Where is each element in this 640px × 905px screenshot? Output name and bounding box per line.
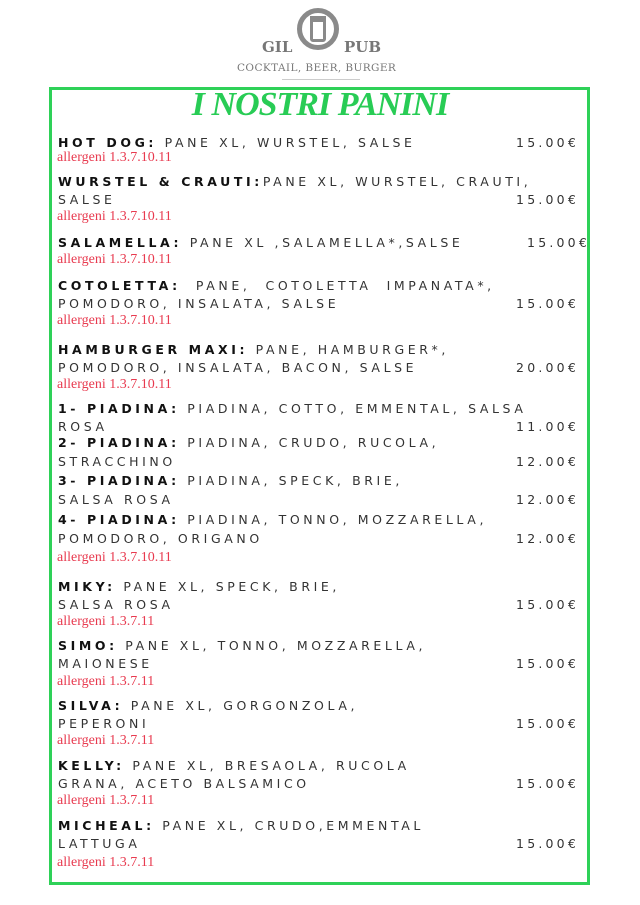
item-line xyxy=(58,776,310,792)
item-line xyxy=(58,716,149,732)
item-description: POMODORO, INSALATA, BACON, SALSE xyxy=(58,360,418,375)
item-price: 15.00€ xyxy=(516,296,579,311)
item-name: KELLY: xyxy=(58,758,125,773)
item-allergens: allergeni 1.3.7.11 xyxy=(57,674,155,689)
item-price: 15.00€ xyxy=(516,836,579,851)
item-line xyxy=(58,192,116,208)
item-allergens: allergeni 1.3.7.10.11 xyxy=(57,252,172,267)
item-description: SALSE xyxy=(58,192,116,207)
item-name: HAMBURGER MAXI: xyxy=(58,342,249,357)
item-line xyxy=(58,758,410,774)
item-line xyxy=(58,360,417,376)
item-allergens: allergeni 1.3.7.10.11 xyxy=(57,209,172,224)
item-description: PANE XL, WURSTEL, SALSE xyxy=(157,135,416,150)
brand-left: GIL xyxy=(262,38,293,56)
item-price: 12.00€ xyxy=(516,492,579,507)
item-line xyxy=(58,473,403,489)
item-description: PIADINA, SPECK, BRIE, xyxy=(179,473,403,488)
item-allergens: allergeni 1.3.7.11 xyxy=(57,793,155,808)
item-name: COTOLETTA: xyxy=(58,278,181,293)
item-description: SALSA ROSA xyxy=(58,492,174,507)
item-line xyxy=(58,278,495,294)
item-price: 15.00€ xyxy=(516,192,579,207)
item-line xyxy=(58,579,340,595)
item-name: WURSTEL & CRAUTI: xyxy=(58,174,263,189)
item-price: 12.00€ xyxy=(516,454,579,469)
brand-right: PUB xyxy=(344,38,382,56)
item-description: PIADINA, COTTO, EMMENTAL, SALSA xyxy=(179,401,527,416)
item-allergens: allergeni 1.3.7.11 xyxy=(57,733,155,748)
item-allergens: allergeni 1.3.7.10.11 xyxy=(57,150,172,165)
item-description: PANE XL, SPECK, BRIE, xyxy=(115,579,340,594)
item-price: 15.00€ xyxy=(516,776,579,791)
item-name: 4- PIADINA: xyxy=(58,512,180,527)
item-name: HOT DOG: xyxy=(58,135,158,150)
item-line xyxy=(58,296,339,312)
item-name: 2- PIADINA: xyxy=(58,435,180,450)
item-description: PANE XL, BRESAOLA, RUCOLA xyxy=(124,758,410,773)
item-line xyxy=(58,435,439,451)
item-description: LATTUGA xyxy=(58,836,141,851)
item-description: PANE XL, GORGONZOLA, xyxy=(123,698,359,713)
item-description: POMODORO, ORIGANO xyxy=(58,531,263,546)
item-description: POMODORO, INSALATA, SALSE xyxy=(58,296,340,311)
item-name: 3- PIADINA: xyxy=(58,473,180,488)
item-description: PANE XL ,SALAMELLA*,SALSE xyxy=(182,235,464,250)
item-allergens: allergeni 1.3.7.10.11 xyxy=(57,313,172,328)
item-line xyxy=(58,512,487,528)
divider xyxy=(282,79,360,80)
item-line xyxy=(58,638,426,654)
beer-glass-icon xyxy=(310,16,326,42)
item-description: PANE XL, CRUDO,EMMENTAL xyxy=(154,818,424,833)
item-name: SALAMELLA: xyxy=(58,235,183,250)
item-line xyxy=(58,454,176,470)
item-description: MAIONESE xyxy=(58,656,153,671)
item-line xyxy=(58,836,140,852)
item-description: PIADINA, CRUDO, RUCOLA, xyxy=(179,435,440,450)
item-price: 15.00€ xyxy=(527,235,590,250)
item-price: 15.00€ xyxy=(516,656,579,671)
item-line xyxy=(58,235,463,251)
item-price: 12.00€ xyxy=(516,531,579,546)
item-description: PEPERONI xyxy=(58,716,150,731)
item-line xyxy=(58,531,263,547)
item-line xyxy=(58,818,424,834)
item-allergens: allergeni 1.3.7.11 xyxy=(57,855,155,870)
item-line xyxy=(58,401,526,417)
item-description: SALSA ROSA xyxy=(58,597,174,612)
item-line xyxy=(58,419,108,435)
item-description: PANE, HAMBURGER*, xyxy=(248,342,449,357)
item-description: PANE, COTOLETTA IMPANATA*, xyxy=(180,278,495,293)
item-line xyxy=(58,597,174,613)
item-description: ROSA xyxy=(58,419,108,434)
item-price: 11.00€ xyxy=(516,419,579,434)
item-description: STRACCHINO xyxy=(58,454,176,469)
item-allergens: allergeni 1.3.7.11 xyxy=(57,614,155,629)
item-price: 15.00€ xyxy=(516,135,579,150)
item-allergens: allergeni 1.3.7.10.11 xyxy=(57,550,172,565)
item-price: 15.00€ xyxy=(516,716,579,731)
item-price: 20.00€ xyxy=(516,360,579,375)
item-description: GRANA, ACETO BALSAMICO xyxy=(58,776,310,791)
item-name: SIMO: xyxy=(58,638,118,653)
item-description: PIADINA, TONNO, MOZZARELLA, xyxy=(179,512,488,527)
item-line xyxy=(58,492,174,508)
item-name: 1- PIADINA: xyxy=(58,401,180,416)
item-line xyxy=(58,135,415,151)
item-allergens: allergeni 1.3.7.10.11 xyxy=(57,377,172,392)
item-line xyxy=(58,174,531,190)
page-title: I NOSTRI PANINI xyxy=(191,86,449,123)
item-name: SILVA: xyxy=(58,698,124,713)
item-line xyxy=(58,698,358,714)
item-price: 15.00€ xyxy=(516,597,579,612)
tagline: COCKTAIL, BEER, BURGER xyxy=(237,62,397,74)
item-line xyxy=(58,342,449,358)
item-name: MICHEAL: xyxy=(58,818,155,833)
item-name: MIKY: xyxy=(58,579,116,594)
item-line xyxy=(58,656,153,672)
item-description: PANE XL, WURSTEL, CRAUTI, xyxy=(262,174,532,189)
item-description: PANE XL, TONNO, MOZZARELLA, xyxy=(117,638,427,653)
